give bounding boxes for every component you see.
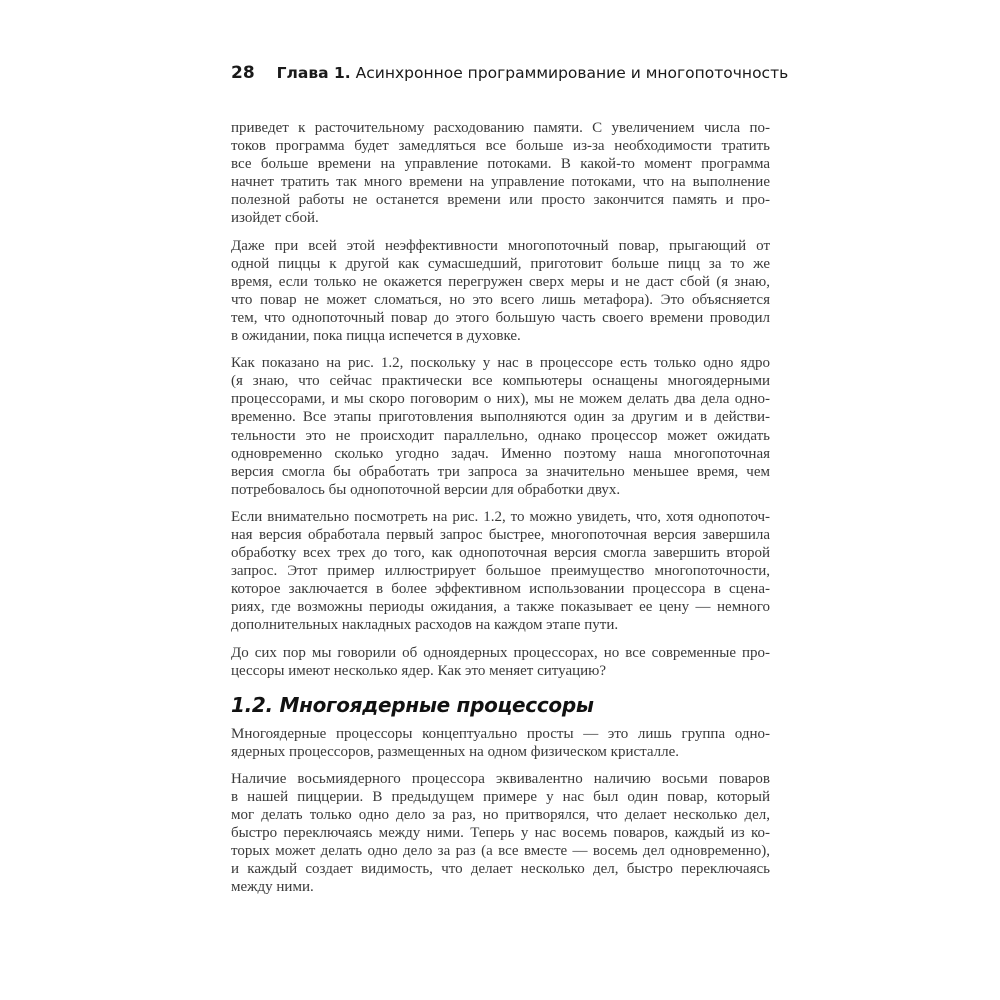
text-line: риях, где возможны периоды ожидания, а также показывает ее цену — немного [231,599,770,616]
text-line: Если внимательно посмотреть на рис. 1.2, то можно увидеть, что, хотя однопоточ- [231,508,770,525]
text-line: Многоядерные процессоры концептуально просты — это лишь группа одно- [231,725,770,742]
text-line: тельности это не происходит параллельно, однако процессор может ожидать [231,427,770,444]
page-body [231,119,770,906]
text-line: токов программа будет замедляться все больше из-за необходимости тратить [231,138,770,155]
text-line: ная версия обработала первый запрос быстрее, многопоточная версия завершила [231,526,770,543]
text-line: изойдет сбой. [231,210,319,227]
text-line: между ними. [231,879,314,896]
text-line: запрос. Этот пример иллюстрирует большое преимущество многопоточности, [231,563,770,580]
text-line: приведет к расточительному расходованию памяти. С увеличением числа по- [231,120,770,136]
text-line: Наличие восьмиядерного процессора эквивалентно наличию восьми поваров [231,770,770,787]
text-line: и каждый создает видимость, что делает несколько дел, быстро переключаясь [231,861,770,878]
text-line: версия смогла бы обработать три запроса за значительно меньшее время, чем [231,463,770,480]
text-line: в ожидании, пока пицца испечется в духовке. [231,328,521,345]
text-line: цессоры имеют несколько ядер. Как это меняет ситуацию? [231,662,607,679]
paragraph [231,354,770,499]
text-line: что повар не может сломаться, но это всего лишь метафора). Это объясняется [231,291,770,308]
text-line: временно. Все этапы приготовления выполняются один за другим и в действи- [231,409,770,426]
text-line: одной пиццы к другой как сумасшедший, приготовит больше пицц за то же [231,255,770,272]
text-line: Как показано на рис. 1.2, поскольку у нас в процессоре есть только одно ядро [231,355,770,372]
text-line: обработку всех трех до того, как однопоточная версия смогла завершить второй [231,545,770,562]
text-line: которое заключается в более эффективном использовании процессора в сцена- [231,581,770,598]
text-line: До сих пор мы говорили об одноядерных процессорах, но все современные про- [231,644,770,661]
text-line: полезной работы не останется времени или просто закончится память и про- [231,192,770,209]
text-line: тем, что однопоточный повар до этого большую часть своего времени проводил [231,309,770,326]
text-line: мог делать только одно дело за раз, но притворялся, что делает несколько дел, [231,807,770,824]
text-line: начнет тратить так много времени на управление потоками, что на выполнение [231,174,770,191]
text-line: быстро переключаясь между ними. Теперь у нас восемь поваров, каждый из ко- [231,825,770,842]
paragraph [231,770,770,897]
chapter-label: Глава 1. [276,64,351,82]
text-line: Даже при всей этой неэффективности многопоточный повар, прыгающий от [231,237,770,254]
paragraph [231,508,770,635]
text-line: (я знаю, что сейчас практически все компьютеры оснащены многоядерными [231,373,770,390]
paragraph [231,237,770,346]
text-line: время, если только не окажется перегружен сверх меры и не даст сбой (я знаю, [231,273,770,290]
text-line: одновременно сколько угодно задач. Именно поэтому наша многопоточная [231,445,770,462]
text-line: торых может делать одно дело за раз (а все вместе — восемь дел одновременно), [231,843,770,860]
text-line: все больше времени на управление потоками. В какой-то момент программа [231,156,770,173]
text-line: дополнительных накладных расходов на каждом этапе пути. [231,617,619,634]
text-line: в нашей пиццерии. В предыдущем примере у нас был один повар, который [231,789,770,805]
running-header [231,63,788,83]
text-line: потребовалось бы однопоточной версии для обработки двух. [231,481,621,498]
page-number: 28 [231,63,255,83]
chapter-title: Асинхронное программирование и многопоточность [355,64,789,82]
text-line: ядерных процессоров, размещенных на одном физическом кристалле. [231,743,680,760]
paragraph [231,119,770,228]
text-line: процессорами, и мы скоро поговорим о них), мы не можем делать два дела одно- [231,391,770,408]
paragraph [231,644,770,680]
paragraph [231,725,770,761]
section-heading: 1.2. Многоядерные процессоры [231,692,594,717]
